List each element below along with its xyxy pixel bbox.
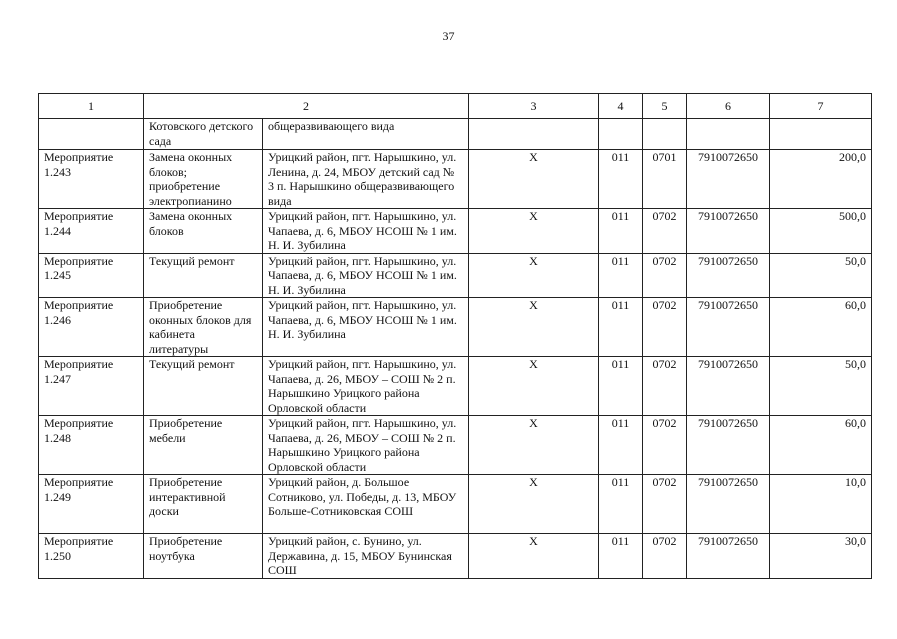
cell-c3: X — [469, 298, 599, 357]
cell-id: Мероприятие 1.243 — [39, 150, 144, 209]
cell-c6: 7910072650 — [687, 475, 770, 534]
cell-c5: 0702 — [643, 209, 687, 254]
cell-c7: 60,0 — [770, 298, 872, 357]
cell-address: Урицкий район, пгт. Нарышкино, ул. Ленина, д. 24, МБОУ детский сад № 3 п. Нарышкино общеразвивающего вида — [263, 150, 469, 209]
cell-id — [39, 119, 144, 150]
cell-c5: 0701 — [643, 150, 687, 209]
cell-address: Урицкий район, пгт. Нарышкино, ул. Чапаева, д. 6, МБОУ НСОШ № 1 им. Н. И. Зубилина — [263, 209, 469, 254]
header-col-3: 3 — [469, 94, 599, 119]
cell-c6: 7910072650 — [687, 534, 770, 579]
table-row — [39, 534, 872, 579]
cell-c6: 7910072650 — [687, 209, 770, 254]
cell-address: Урицкий район, пгт. Нарышкино, ул. Чапаева, д. 6, МБОУ НСОШ № 1 им. Н. И. Зубилина — [263, 298, 469, 357]
cell-c6: 7910072650 — [687, 357, 770, 416]
table-row — [39, 253, 872, 298]
cell-c3: X — [469, 475, 599, 534]
cell-c3: X — [469, 253, 599, 298]
cell-address: Урицкий район, пгт. Нарышкино, ул. Чапаева, д. 6, МБОУ НСОШ № 1 им. Н. И. Зубилина — [263, 253, 469, 298]
header-col-7: 7 — [770, 94, 872, 119]
cell-c6: 7910072650 — [687, 253, 770, 298]
cell-c4: 011 — [599, 150, 643, 209]
measures-table — [38, 93, 872, 579]
cell-c4: 011 — [599, 209, 643, 254]
cell-c4: 011 — [599, 298, 643, 357]
cell-c4: 011 — [599, 357, 643, 416]
cell-c7: 30,0 — [770, 534, 872, 579]
cell-name: Текущий ремонт — [144, 357, 263, 416]
cell-c3: X — [469, 416, 599, 475]
cell-c5: 0702 — [643, 416, 687, 475]
cell-id: Мероприятие 1.250 — [39, 534, 144, 579]
header-col-5: 5 — [643, 94, 687, 119]
cell-c4: 011 — [599, 475, 643, 534]
header-col-6: 6 — [687, 94, 770, 119]
table-row — [39, 150, 872, 209]
cell-c5: 0702 — [643, 298, 687, 357]
cell-c7: 500,0 — [770, 209, 872, 254]
cell-name: Приобретение интерактивной доски — [144, 475, 263, 534]
cell-id: Мероприятие 1.245 — [39, 253, 144, 298]
cell-c4 — [599, 119, 643, 150]
cell-name: Замена оконных блоков; приобретение электропианино — [144, 150, 263, 209]
cell-c7: 50,0 — [770, 357, 872, 416]
table-row — [39, 209, 872, 254]
cell-c6: 7910072650 — [687, 150, 770, 209]
cell-name: Замена оконных блоков — [144, 209, 263, 254]
cell-c6: 7910072650 — [687, 416, 770, 475]
header-col-2: 2 — [144, 94, 469, 119]
cell-address: общеразвивающего вида — [263, 119, 469, 150]
cell-id: Мероприятие 1.246 — [39, 298, 144, 357]
header-col-1: 1 — [39, 94, 144, 119]
cell-c3 — [469, 119, 599, 150]
cell-c7: 60,0 — [770, 416, 872, 475]
cell-address: Урицкий район, пгт. Нарышкино, ул. Чапаева, д. 26, МБОУ – СОШ № 2 п. Нарышкино Урицкого района Орловской области — [263, 416, 469, 475]
table-row — [39, 416, 872, 475]
cell-c7 — [770, 119, 872, 150]
cell-c3: X — [469, 534, 599, 579]
page-number: 37 — [442, 29, 455, 43]
cell-address: Урицкий район, д. Большое Сотниково, ул. Победы, д. 13, МБОУ Больше-Сотниковская СОШ — [263, 475, 469, 534]
cell-c3: X — [469, 209, 599, 254]
cell-name: Приобретение ноутбука — [144, 534, 263, 579]
header-row — [39, 94, 872, 119]
cell-id: Мероприятие 1.248 — [39, 416, 144, 475]
table-row — [39, 357, 872, 416]
cell-c4: 011 — [599, 534, 643, 579]
cell-name: Текущий ремонт — [144, 253, 263, 298]
cell-name: Котовского детского сада — [144, 119, 263, 150]
cell-c7: 50,0 — [770, 253, 872, 298]
table-row — [39, 298, 872, 357]
cell-c4: 011 — [599, 253, 643, 298]
cell-c7: 10,0 — [770, 475, 872, 534]
cell-address: Урицкий район, пгт. Нарышкино, ул. Чапаева, д. 26, МБОУ – СОШ № 2 п. Нарышкино Урицкого района Орловской области — [263, 357, 469, 416]
cell-c5: 0702 — [643, 475, 687, 534]
cell-c4: 011 — [599, 416, 643, 475]
cell-address: Урицкий район, с. Бунино, ул. Державина, д. 15, МБОУ Бунинская СОШ — [263, 534, 469, 579]
table-row — [39, 475, 872, 534]
cell-c6: 7910072650 — [687, 298, 770, 357]
cell-id: Мероприятие 1.247 — [39, 357, 144, 416]
cell-id: Мероприятие 1.244 — [39, 209, 144, 254]
cell-c3: X — [469, 150, 599, 209]
cell-c6 — [687, 119, 770, 150]
cell-c5 — [643, 119, 687, 150]
cell-id: Мероприятие 1.249 — [39, 475, 144, 534]
cell-name: Приобретение мебели — [144, 416, 263, 475]
table-row-continuation — [39, 119, 872, 150]
cell-name: Приобретение оконных блоков для кабинета литературы — [144, 298, 263, 357]
cell-c3: X — [469, 357, 599, 416]
cell-c7: 200,0 — [770, 150, 872, 209]
cell-c5: 0702 — [643, 357, 687, 416]
cell-c5: 0702 — [643, 253, 687, 298]
header-col-4: 4 — [599, 94, 643, 119]
cell-c5: 0702 — [643, 534, 687, 579]
